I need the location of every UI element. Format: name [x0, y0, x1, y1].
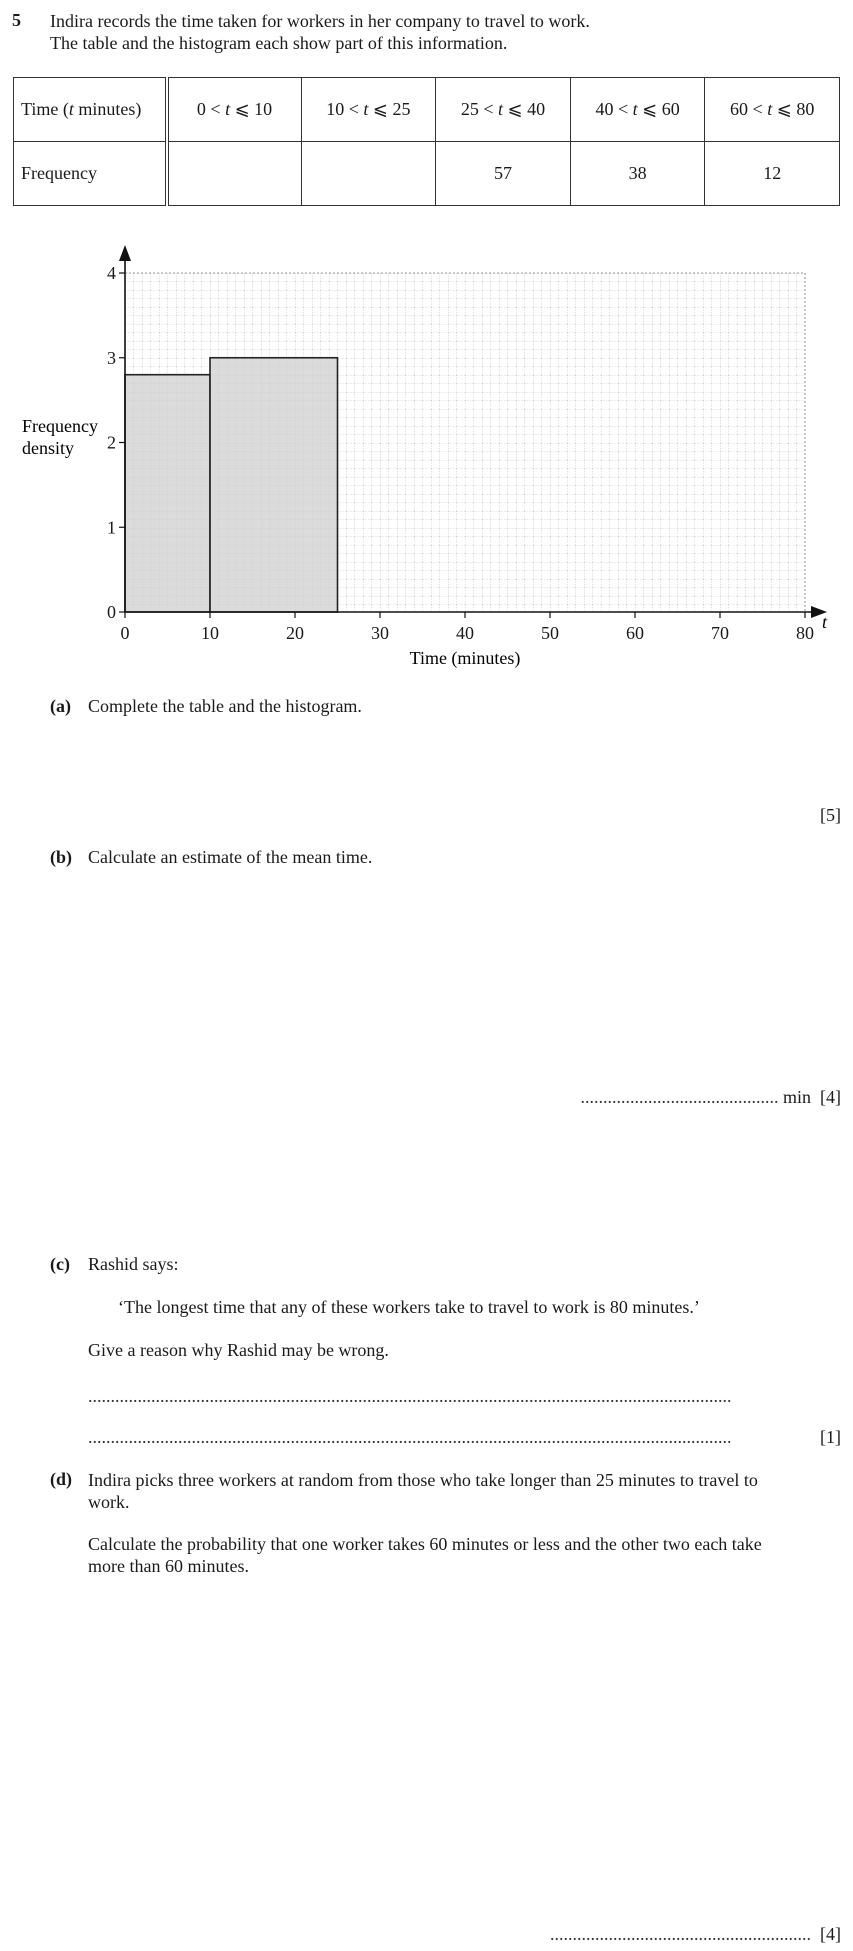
part-c-prompt: Give a reason why Rashid may be wrong. — [88, 1340, 389, 1360]
frequency-cell-input[interactable] — [301, 142, 436, 206]
question-intro — [50, 10, 590, 54]
x-tick-label: 50 — [541, 623, 559, 643]
histogram-bars — [125, 358, 338, 612]
part-b-text: Calculate an estimate of the mean time. — [88, 847, 373, 867]
frequency-table — [13, 77, 840, 206]
frequency-row — [14, 142, 840, 206]
x-tick-label: 70 — [711, 623, 729, 643]
part-d-marks: [4] — [820, 1924, 841, 1944]
interval-cell: 0 < t ⩽ 10 — [167, 78, 302, 142]
part-a-label: (a) — [50, 696, 71, 716]
y-tick-label: 0 — [107, 602, 116, 622]
y-axis-arrow — [119, 245, 131, 261]
answer-line[interactable]: .......................................................... — [550, 1924, 811, 1944]
answer-line[interactable]: ............................................ — [580, 1087, 779, 1107]
x-tick-label: 30 — [371, 623, 389, 643]
time-row — [14, 78, 840, 142]
part-b-answer — [580, 1087, 841, 1108]
interval-cell: 60 < t ⩽ 80 — [705, 78, 840, 142]
frequency-cell: 38 — [570, 142, 705, 206]
x-tick-label: 0 — [120, 623, 130, 643]
frequency-header: Frequency — [14, 142, 167, 206]
frequency-cell-input[interactable] — [167, 142, 302, 206]
frequency-cell: 12 — [705, 142, 840, 206]
x-tick-label: 80 — [796, 623, 814, 643]
part-b-label: (b) — [50, 847, 72, 867]
part-c-text: Rashid says: — [88, 1254, 179, 1274]
answer-line-2[interactable]: ............................................................................................................................................... — [88, 1427, 732, 1447]
y-tick-label: 4 — [107, 263, 116, 283]
x-axis-label: Time (minutes) — [409, 648, 521, 668]
x-axis-variable: t — [822, 612, 828, 632]
y-axis-label-line-2: density — [22, 438, 74, 458]
histogram-chart[interactable] — [0, 240, 853, 940]
part-a-text: Complete the table and the histogram. — [88, 696, 362, 716]
part-c-marks: [1] — [820, 1427, 841, 1447]
part-d-text — [88, 1469, 758, 1513]
part-d-text-line-2: work. — [88, 1492, 130, 1512]
intro-line-2: The table and the histogram each show part of this information. — [50, 33, 508, 53]
x-tick-label: 40 — [456, 623, 474, 643]
part-b-marks: [4] — [820, 1087, 841, 1107]
interval-cell: 10 < t ⩽ 25 — [301, 78, 436, 142]
part-d-question-line-1: Calculate the probability that one worker takes 60 minutes or less and the other two each take — [88, 1534, 762, 1554]
y-tick-label: 2 — [107, 432, 116, 453]
part-d-question — [88, 1533, 762, 1577]
part-d-question-line-2: more than 60 minutes. — [88, 1556, 249, 1576]
interval-cell: 25 < t ⩽ 40 — [436, 78, 571, 142]
y-tick-label: 3 — [107, 347, 116, 368]
frequency-cell: 57 — [436, 142, 571, 206]
histogram-bar-1 — [210, 358, 338, 612]
intro-line-1: Indira records the time taken for workers in her company to travel to work. — [50, 11, 590, 31]
question-number: 5 — [12, 10, 21, 30]
interval-cell: 40 < t ⩽ 60 — [570, 78, 705, 142]
answer-unit: min — [782, 1087, 811, 1107]
part-d-answer — [550, 1924, 841, 1945]
y-tick-label: 1 — [107, 517, 116, 538]
part-a-marks: [5] — [820, 805, 841, 825]
part-d-label: (d) — [50, 1469, 72, 1489]
part-c-label: (c) — [50, 1254, 70, 1274]
x-tick-label: 10 — [201, 623, 219, 643]
histogram-bar-0 — [125, 375, 210, 612]
y-axis-label-line-1: Frequency — [22, 416, 98, 436]
x-tick-label: 20 — [286, 623, 304, 643]
x-tick-label: 60 — [626, 623, 644, 643]
rashid-quote: ‘The longest time that any of these workers take to travel to work is 80 minutes.’ — [118, 1297, 700, 1317]
part-d-text-line-1: Indira picks three workers at random from those who take longer than 25 minutes to travel to — [88, 1470, 758, 1490]
answer-line-1[interactable]: ............................................................................................................................................... — [88, 1386, 732, 1406]
time-header: Time (t minutes) — [14, 78, 167, 142]
